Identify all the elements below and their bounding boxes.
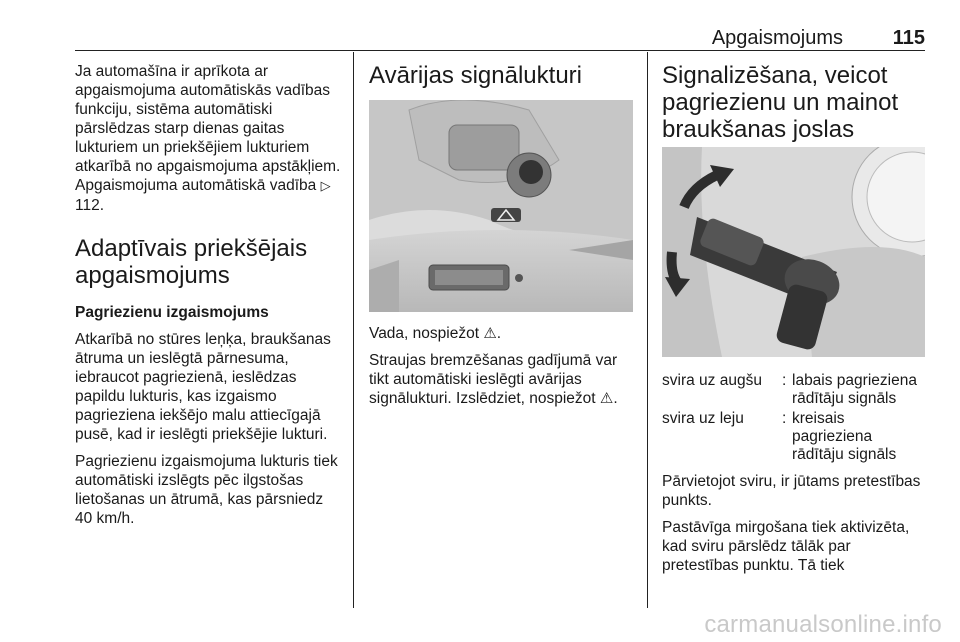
turn-signal-lever-photo	[662, 147, 925, 357]
hazard-triangle-icon: ⚠	[483, 325, 497, 342]
table-row	[662, 410, 925, 464]
resistance-paragraph: Pārvietojot sviru, ir jūtams pretestības punkts.	[662, 473, 921, 509]
intro-text: Ja automašīna ir aprīkota ar apgaismojuma automātiskās vadības funkciju, sistēma automātiski pārslēdzas starp dienas gaitas lukturiem un priekšējiem lukturiem atkarībā no apgaismojuma apstākļiem. Apgaismojuma automātiskā vadība	[75, 63, 341, 194]
overhead-console-illustration	[369, 100, 633, 312]
lever-illustration	[662, 147, 925, 357]
column-3-text	[662, 472, 926, 583]
table-value: labais pagrieziena rādītāju signāls	[792, 372, 917, 407]
footer	[0, 608, 960, 642]
paragraph-cornering-1: Atkarībā no stūres leņķa, braukšanas ātruma un ieslēgtā pārnesuma, iebraucot pagriezienā, ieslēdzas papildu lukturis, kas izgaismo pagrieziena iekšējo malu attiecīgajā pusē, kad ir ieslēgti priekšējie lukturi.	[75, 331, 331, 443]
heading-hazard-lights: Avārijas signālukturi	[369, 62, 582, 89]
column-divider-2	[647, 52, 648, 609]
table-row	[662, 372, 925, 410]
page-header	[75, 20, 925, 48]
heading-adaptive-lighting: Adaptīvais priekšējais apgaismojums	[75, 235, 308, 289]
table-value: kreisais pagrieziena rādītāju signāls	[792, 410, 897, 463]
hazard-triangle-icon: ⚠	[599, 390, 614, 407]
arrow-down-icon	[672, 252, 677, 282]
hazard-paragraph-2: Straujas bremzēšanas gadījumā var tikt automātiski ieslēgti avārijas signālukturi. Izslēdziet, nospiežot ⚠.	[369, 352, 618, 407]
paragraph-cornering-2: Pagriezienu izgaismojuma lukturis tiek automātiski izslēgts pēc ilgstošas lietošanas un ātrumā, kas pārsniedz 40 km/h.	[75, 453, 338, 527]
section-title: Apgaismojums	[711, 27, 843, 49]
continuous-flashing-paragraph: Pastāvīga mirgošana tiek aktivizēta, kad sviru pārslēdz tālāk par pretestības punktu. Tā tiek	[662, 519, 910, 574]
page-number: 115	[892, 27, 925, 49]
reference-page[interactable]: 112.	[75, 197, 105, 214]
hazard-paragraph-1: Vada, nospiežot ⚠.	[369, 325, 502, 342]
table-key: svira uz leju	[662, 410, 744, 427]
watermark-text: carmanualsonline.info	[704, 611, 942, 638]
table-separator: :	[782, 372, 787, 389]
lever-direction-table	[662, 372, 925, 462]
hazard-switch-photo	[369, 100, 633, 312]
intro-paragraph	[75, 62, 341, 215]
table-key: svira uz augšu	[662, 372, 762, 389]
reference-arrow-icon: ▷	[320, 179, 331, 194]
heading-turn-signals: Signalizēšana, veicot pagriezienu un mainot braukšanas joslas	[662, 62, 899, 143]
column-divider-1	[353, 52, 354, 609]
column-3	[662, 62, 924, 143]
column-2	[369, 62, 637, 89]
header-rule	[75, 50, 925, 51]
column-1	[75, 62, 341, 536]
column-2-text	[369, 324, 639, 416]
subheading-cornering: Pagriezienu izgaismojums	[75, 304, 269, 321]
table-separator: :	[782, 410, 787, 427]
